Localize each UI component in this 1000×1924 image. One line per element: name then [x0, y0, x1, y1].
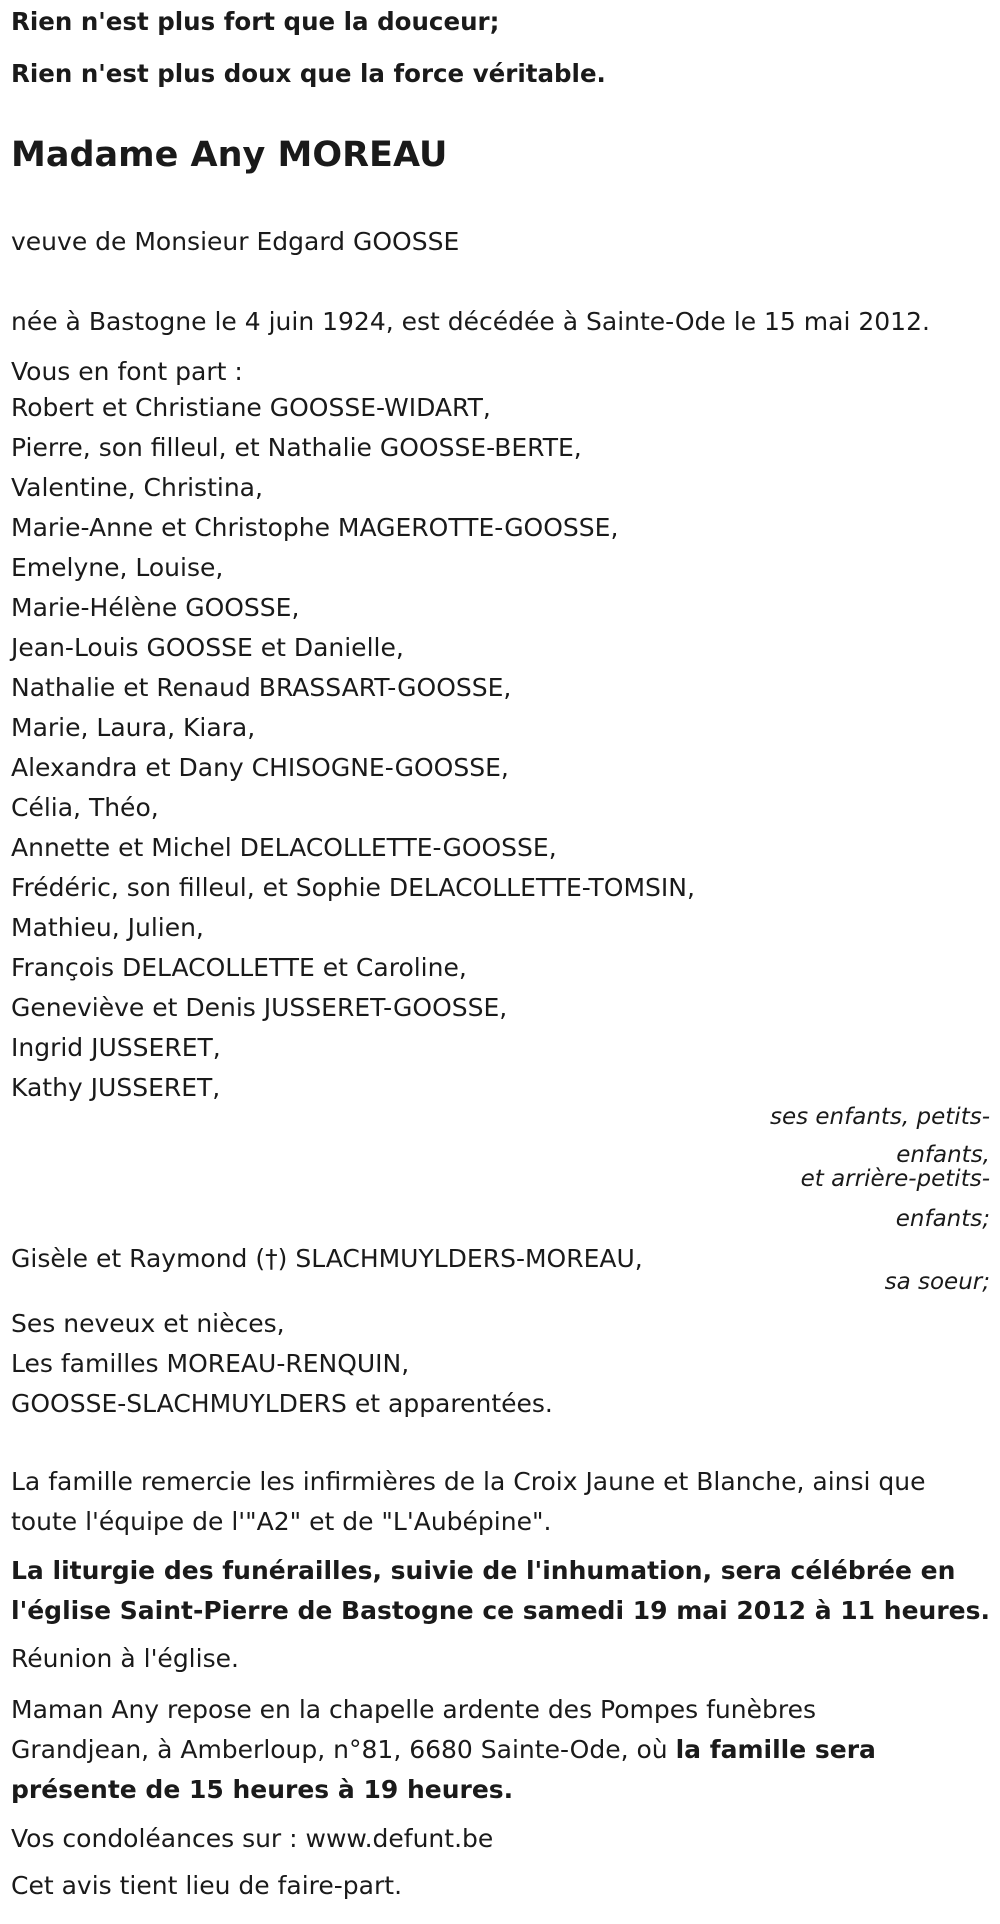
- relation-children-line-3: et arrière-petits-: [800, 1166, 990, 1192]
- family-member: François DELACOLLETTE et Caroline,: [11, 953, 467, 982]
- family-member: Frédéric, son filleul, et Sophie DELACOLLETTE-TOMSIN,: [11, 873, 695, 902]
- announcement-intro: Vous en font part :: [11, 357, 243, 386]
- family-member: Geneviève et Denis JUSSERET-GOOSSE,: [11, 993, 508, 1022]
- family-members-list: [11, 388, 695, 1108]
- family-member: Kathy JUSSERET,: [11, 1073, 221, 1102]
- relation-children-line-2: enfants,: [896, 1142, 990, 1168]
- birth-death-line: née à Bastogne le 4 juin 1924, est décédée à Sainte-Ode le 15 mai 2012.: [11, 307, 930, 336]
- thanks-line-1: La famille remercie les infirmières de la Croix Jaune et Blanche, ainsi que: [11, 1467, 926, 1496]
- family-member: Ingrid JUSSERET,: [11, 1033, 221, 1062]
- chapel-paragraph: [11, 1690, 876, 1810]
- chapel-line-2: [11, 1730, 876, 1770]
- relation-children-line-1: ses enfants, petits-: [769, 1104, 990, 1130]
- meeting-line: Réunion à l'église.: [11, 1644, 239, 1673]
- sister-line: Gisèle et Raymond (†) SLACHMUYLDERS-MOREAU,: [11, 1244, 643, 1273]
- other-relatives: [11, 1304, 553, 1424]
- chapel-line-2-bold: la famille sera: [675, 1735, 876, 1764]
- chapel-line-3: présente de 15 heures à 19 heures.: [11, 1775, 514, 1804]
- family-member: Mathieu, Julien,: [11, 913, 204, 942]
- chapel-line-2-regular: Grandjean, à Amberloup, n°81, 6680 Sainte-Ode, où: [11, 1735, 676, 1764]
- family-member: Célia, Théo,: [11, 793, 159, 822]
- motto-line-2: Rien n'est plus doux que la force véritable.: [11, 59, 606, 88]
- deceased-name: Madame Any MOREAU: [11, 135, 448, 175]
- family-member: Alexandra et Dany CHISOGNE-GOOSSE,: [11, 753, 509, 782]
- thanks-paragraph: [11, 1462, 926, 1542]
- funeral-line-1: La liturgie des funérailles, suivie de l'inhumation, sera célébrée en: [11, 1556, 956, 1585]
- other-relatives-line: GOOSSE-SLACHMUYLDERS et apparentées.: [11, 1389, 553, 1418]
- family-member: Robert et Christiane GOOSSE-WIDART,: [11, 393, 491, 422]
- widow-of-line: veuve de Monsieur Edgard GOOSSE: [11, 227, 460, 256]
- relation-sister: sa soeur;: [884, 1269, 990, 1295]
- thanks-line-2: toute l'équipe de l'"A2" et de "L'Aubépine".: [11, 1507, 552, 1536]
- family-member: Annette et Michel DELACOLLETTE-GOOSSE,: [11, 833, 557, 862]
- motto-line-1: Rien n'est plus fort que la douceur;: [11, 7, 500, 36]
- other-relatives-line: Les familles MOREAU-RENQUIN,: [11, 1349, 410, 1378]
- funeral-line-2: l'église Saint-Pierre de Bastogne ce samedi 19 mai 2012 à 11 heures.: [11, 1596, 990, 1625]
- condolences-line: Vos condoléances sur : www.defunt.be: [11, 1824, 494, 1853]
- family-member: Pierre, son filleul, et Nathalie GOOSSE-BERTE,: [11, 433, 582, 462]
- family-member: Nathalie et Renaud BRASSART-GOOSSE,: [11, 673, 512, 702]
- chapel-line-1: Maman Any repose en la chapelle ardente des Pompes funèbres: [11, 1695, 816, 1724]
- relation-children-line-4: enfants;: [895, 1206, 990, 1232]
- family-member: Marie, Laura, Kiara,: [11, 713, 256, 742]
- family-member: Jean-Louis GOOSSE et Danielle,: [11, 633, 404, 662]
- family-member: Emelyne, Louise,: [11, 553, 224, 582]
- notice-line: Cet avis tient lieu de faire-part.: [11, 1871, 403, 1900]
- family-member: Valentine, Christina,: [11, 473, 263, 502]
- other-relatives-line: Ses neveux et nièces,: [11, 1309, 285, 1338]
- family-member: Marie-Anne et Christophe MAGEROTTE-GOOSSE,: [11, 513, 619, 542]
- funeral-paragraph: [11, 1551, 990, 1631]
- family-member: Marie-Hélène GOOSSE,: [11, 593, 300, 622]
